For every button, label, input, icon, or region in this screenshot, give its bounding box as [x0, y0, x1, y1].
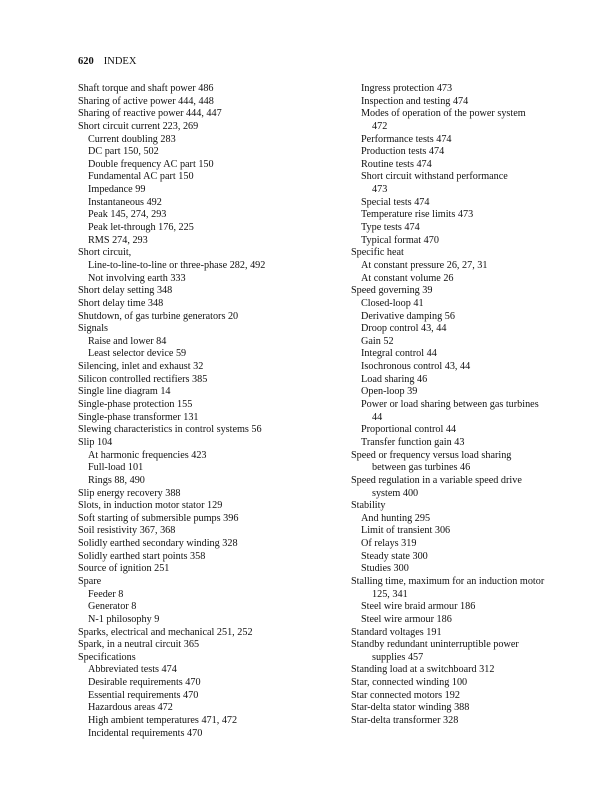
index-entry: Steel wire armour 186 — [361, 613, 452, 625]
index-entry: Temperature rise limits 473 — [361, 209, 474, 221]
index-entry: Double frequency AC part 150 — [88, 158, 214, 170]
index-entry: Speed or frequency versus load sharing — [351, 449, 512, 461]
index-entry: Transfer function gain 43 — [361, 436, 465, 448]
index-entry: Steel wire braid armour 186 — [361, 601, 476, 613]
index-entry: Raise and lower 84 — [88, 335, 167, 347]
index-entry: Shutdown, of gas turbine generators 20 — [78, 310, 239, 322]
index-entry: Star, connected winding 100 — [351, 677, 468, 689]
index-entry: Silencing, inlet and exhaust 32 — [78, 361, 204, 373]
index-entry: Full-load 101 — [88, 462, 144, 474]
index-entry: Single line diagram 14 — [78, 386, 171, 398]
index-entry: Solidly earthed start points 358 — [78, 550, 206, 562]
index-entry: Ingress protection 473 — [361, 83, 453, 94]
index-entry: Soft starting of submersible pumps 396 — [78, 512, 239, 524]
index-entry: Modes of operation of the power system — [361, 108, 526, 120]
index-entry: Limit of transient 306 — [361, 525, 451, 537]
index-entry: Short circuit withstand performance — [361, 171, 508, 183]
index-entry: Stability — [351, 500, 386, 512]
index-column-left — [78, 83, 343, 740]
index-entry: 44 — [372, 411, 383, 423]
index-entry: Single-phase protection 155 — [78, 399, 193, 411]
index-entry: Single-phase transformer 131 — [78, 411, 199, 423]
index-entry: Feeder 8 — [88, 588, 124, 600]
index-entry: Solidly earthed secondary winding 328 — [78, 538, 238, 550]
index-entry: Fundamental AC part 150 — [88, 171, 194, 183]
index-entry: system 400 — [372, 487, 419, 499]
index-entry: Star connected motors 192 — [351, 689, 460, 701]
index-entry: 472 — [372, 120, 388, 132]
index-entry: Inspection and testing 474 — [361, 95, 469, 107]
page-header — [78, 56, 136, 67]
index-entry: Least selector device 59 — [88, 348, 187, 360]
index-entry: Sharing of active power 444, 448 — [78, 95, 214, 107]
index-entry: Specifications — [78, 651, 136, 663]
index-entry: Closed-loop 41 — [361, 297, 424, 309]
index-entry: Silicon controlled rectifiers 385 — [78, 373, 208, 385]
index-entry: Steady state 300 — [361, 550, 428, 562]
index-entry: Source of ignition 251 — [78, 563, 170, 575]
index-entry: Derivative damping 56 — [361, 310, 455, 322]
index-entry: Signals — [78, 323, 109, 335]
index-entry: At constant pressure 26, 27, 31 — [361, 259, 488, 271]
index-entry: Slewing characteristics in control systems 56 — [78, 424, 262, 436]
index-entry: Performance tests 474 — [361, 133, 452, 145]
index-entry: Star-delta transformer 328 — [351, 715, 459, 727]
index-entry: Slip energy recovery 388 — [78, 487, 181, 499]
index-entry: Short circuit current 223, 269 — [78, 120, 199, 132]
index-entry: Instantaneous 492 — [88, 196, 162, 208]
index-entry: Desirable requirements 470 — [88, 677, 201, 689]
index-entry: Routine tests 474 — [361, 158, 432, 170]
index-entry: Peak 145, 274, 293 — [88, 209, 167, 221]
index-entry: N-1 philosophy 9 — [88, 613, 160, 625]
index-entry: Proportional control 44 — [361, 424, 457, 436]
index-entry: Droop control 43, 44 — [361, 323, 447, 335]
index-entry: High ambient temperatures 471, 472 — [88, 715, 238, 727]
index-entry: Short delay setting 348 — [78, 285, 173, 297]
index-entry: Spare — [78, 575, 102, 587]
index-entry: Impedance 99 — [88, 184, 146, 196]
index-entry: Spark, in a neutral circuit 365 — [78, 639, 200, 651]
index-entry: Current doubling 283 — [88, 133, 176, 145]
index-entry: Shaft torque and shaft power 486 — [78, 83, 214, 94]
header-title: INDEX — [103, 56, 137, 67]
index-entry: Stalling time, maximum for an induction motor — [351, 575, 545, 587]
index-entry: Not involving earth 333 — [88, 272, 186, 284]
index-entry: Power or load sharing between gas turbines — [361, 399, 539, 411]
index-entry: Standard voltages 191 — [351, 626, 442, 638]
index-entry: DC part 150, 502 — [88, 146, 159, 158]
index-entry: Standby redundant uninterruptible power — [351, 639, 519, 651]
index-entry: Isochronous control 43, 44 — [361, 361, 471, 373]
index-entry: Rings 88, 490 — [88, 474, 145, 486]
index-entry: Type tests 474 — [361, 222, 420, 234]
index-entry: Short circuit, — [78, 247, 132, 259]
index-entry: 125, 341 — [372, 588, 408, 600]
index-entry: supplies 457 — [372, 651, 424, 663]
index-entry: And hunting 295 — [361, 512, 431, 524]
index-entry: Typical format 470 — [361, 234, 439, 246]
index-entry: Slip 104 — [78, 436, 113, 448]
index-entry: At harmonic frequencies 423 — [88, 449, 207, 461]
index-entry: Star-delta stator winding 388 — [351, 702, 470, 714]
index-entry: Abbreviated tests 474 — [88, 664, 177, 676]
index-entry: Peak let-through 176, 225 — [88, 222, 194, 234]
index-entry: Line-to-line-to-line or three-phase 282, 492 — [88, 259, 266, 271]
index-entry: Load sharing 46 — [361, 373, 428, 385]
index-entry: Special tests 474 — [361, 196, 430, 208]
index-entry: Incidental requirements 470 — [88, 727, 203, 739]
index-entry: Standing load at a switchboard 312 — [351, 664, 495, 676]
index-entry: Integral control 44 — [361, 348, 437, 360]
index-entry: Slots, in induction motor stator 129 — [78, 500, 223, 512]
index-entry: Soil resistivity 367, 368 — [78, 525, 176, 537]
index-entry: Short delay time 348 — [78, 297, 164, 309]
index-entry: At constant volume 26 — [361, 272, 454, 284]
index-entry: Of relays 319 — [361, 538, 417, 550]
index-entry: Sparks, electrical and mechanical 251, 252 — [78, 626, 253, 638]
index-entry: between gas turbines 46 — [372, 462, 471, 474]
index-entry: Gain 52 — [361, 335, 394, 347]
index-entry: Hazardous areas 472 — [88, 702, 173, 714]
index-entry: 473 — [372, 184, 388, 196]
index-entry: Essential requirements 470 — [88, 689, 199, 701]
index-entry: Generator 8 — [88, 601, 137, 613]
page-number: 620 — [78, 56, 94, 67]
index-entry: Speed governing 39 — [351, 285, 433, 297]
index-entry: Production tests 474 — [361, 146, 445, 158]
index-entry: Sharing of reactive power 444, 447 — [78, 108, 222, 120]
index-entry: Specific heat — [351, 247, 404, 259]
index-entry: Open-loop 39 — [361, 386, 418, 398]
index-entry: Studies 300 — [361, 563, 409, 575]
index-column-right — [351, 83, 601, 728]
index-entry: RMS 274, 293 — [88, 234, 148, 246]
index-entry: Speed regulation in a variable speed drive — [351, 474, 522, 486]
